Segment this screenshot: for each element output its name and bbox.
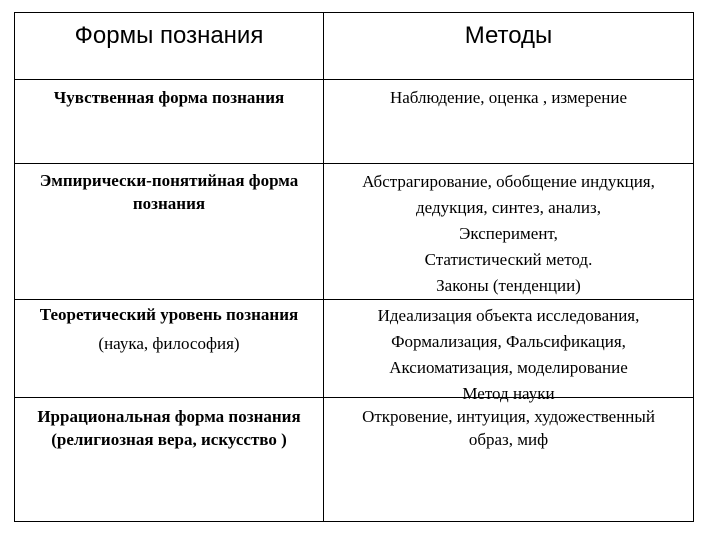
methods-cell-irrational xyxy=(324,405,693,451)
row-divider xyxy=(15,79,693,80)
form-cell-irrational xyxy=(15,405,323,451)
method-text: образ, миф xyxy=(468,430,549,449)
method-text: Метод науки xyxy=(462,384,555,403)
method-text: Статистический метод. xyxy=(424,250,593,269)
methods-cell-empirical xyxy=(324,169,693,299)
method-text: Абстрагирование, обобщение индукция, xyxy=(362,172,655,191)
method-text: дедукция, синтез, анализ, xyxy=(416,198,601,217)
form-cell-theoretical xyxy=(15,303,323,326)
method-text: Аксиоматизация, моделирование xyxy=(389,358,628,377)
form-cell-empirical xyxy=(15,169,323,215)
method-text: Наблюдение, оценка , измерение xyxy=(389,88,627,107)
method-text: Эксперимент, xyxy=(459,224,558,243)
form-text: Чувственная форма познания xyxy=(53,88,285,107)
form-text: Теоретический уровень познания xyxy=(39,305,299,324)
header-forms: Формы познания xyxy=(74,22,264,49)
method-text: Законы (тенденции) xyxy=(436,276,581,295)
method-text: Откровение, интуиция, художественный xyxy=(362,407,655,426)
form-text: Эмпирически-понятийная форма xyxy=(39,171,299,190)
form-cell-sensory xyxy=(15,86,323,109)
form-text: Иррациональная форма познания xyxy=(37,407,301,426)
header-methods: Методы xyxy=(464,22,553,49)
row-divider xyxy=(15,163,693,164)
methods-cell-sensory xyxy=(324,86,693,109)
form-note-theoretical: (наука, философия) xyxy=(98,334,240,353)
knowledge-methods-table xyxy=(14,12,694,522)
methods-cell-theoretical xyxy=(324,303,693,407)
form-text: (религиозная вера, искусство ) xyxy=(51,430,287,449)
method-text: Формализация, Фальсификация, xyxy=(391,332,626,351)
method-text: Идеализация объекта исследования, xyxy=(377,306,640,325)
form-text: познания xyxy=(132,194,206,213)
row-divider xyxy=(15,299,693,300)
